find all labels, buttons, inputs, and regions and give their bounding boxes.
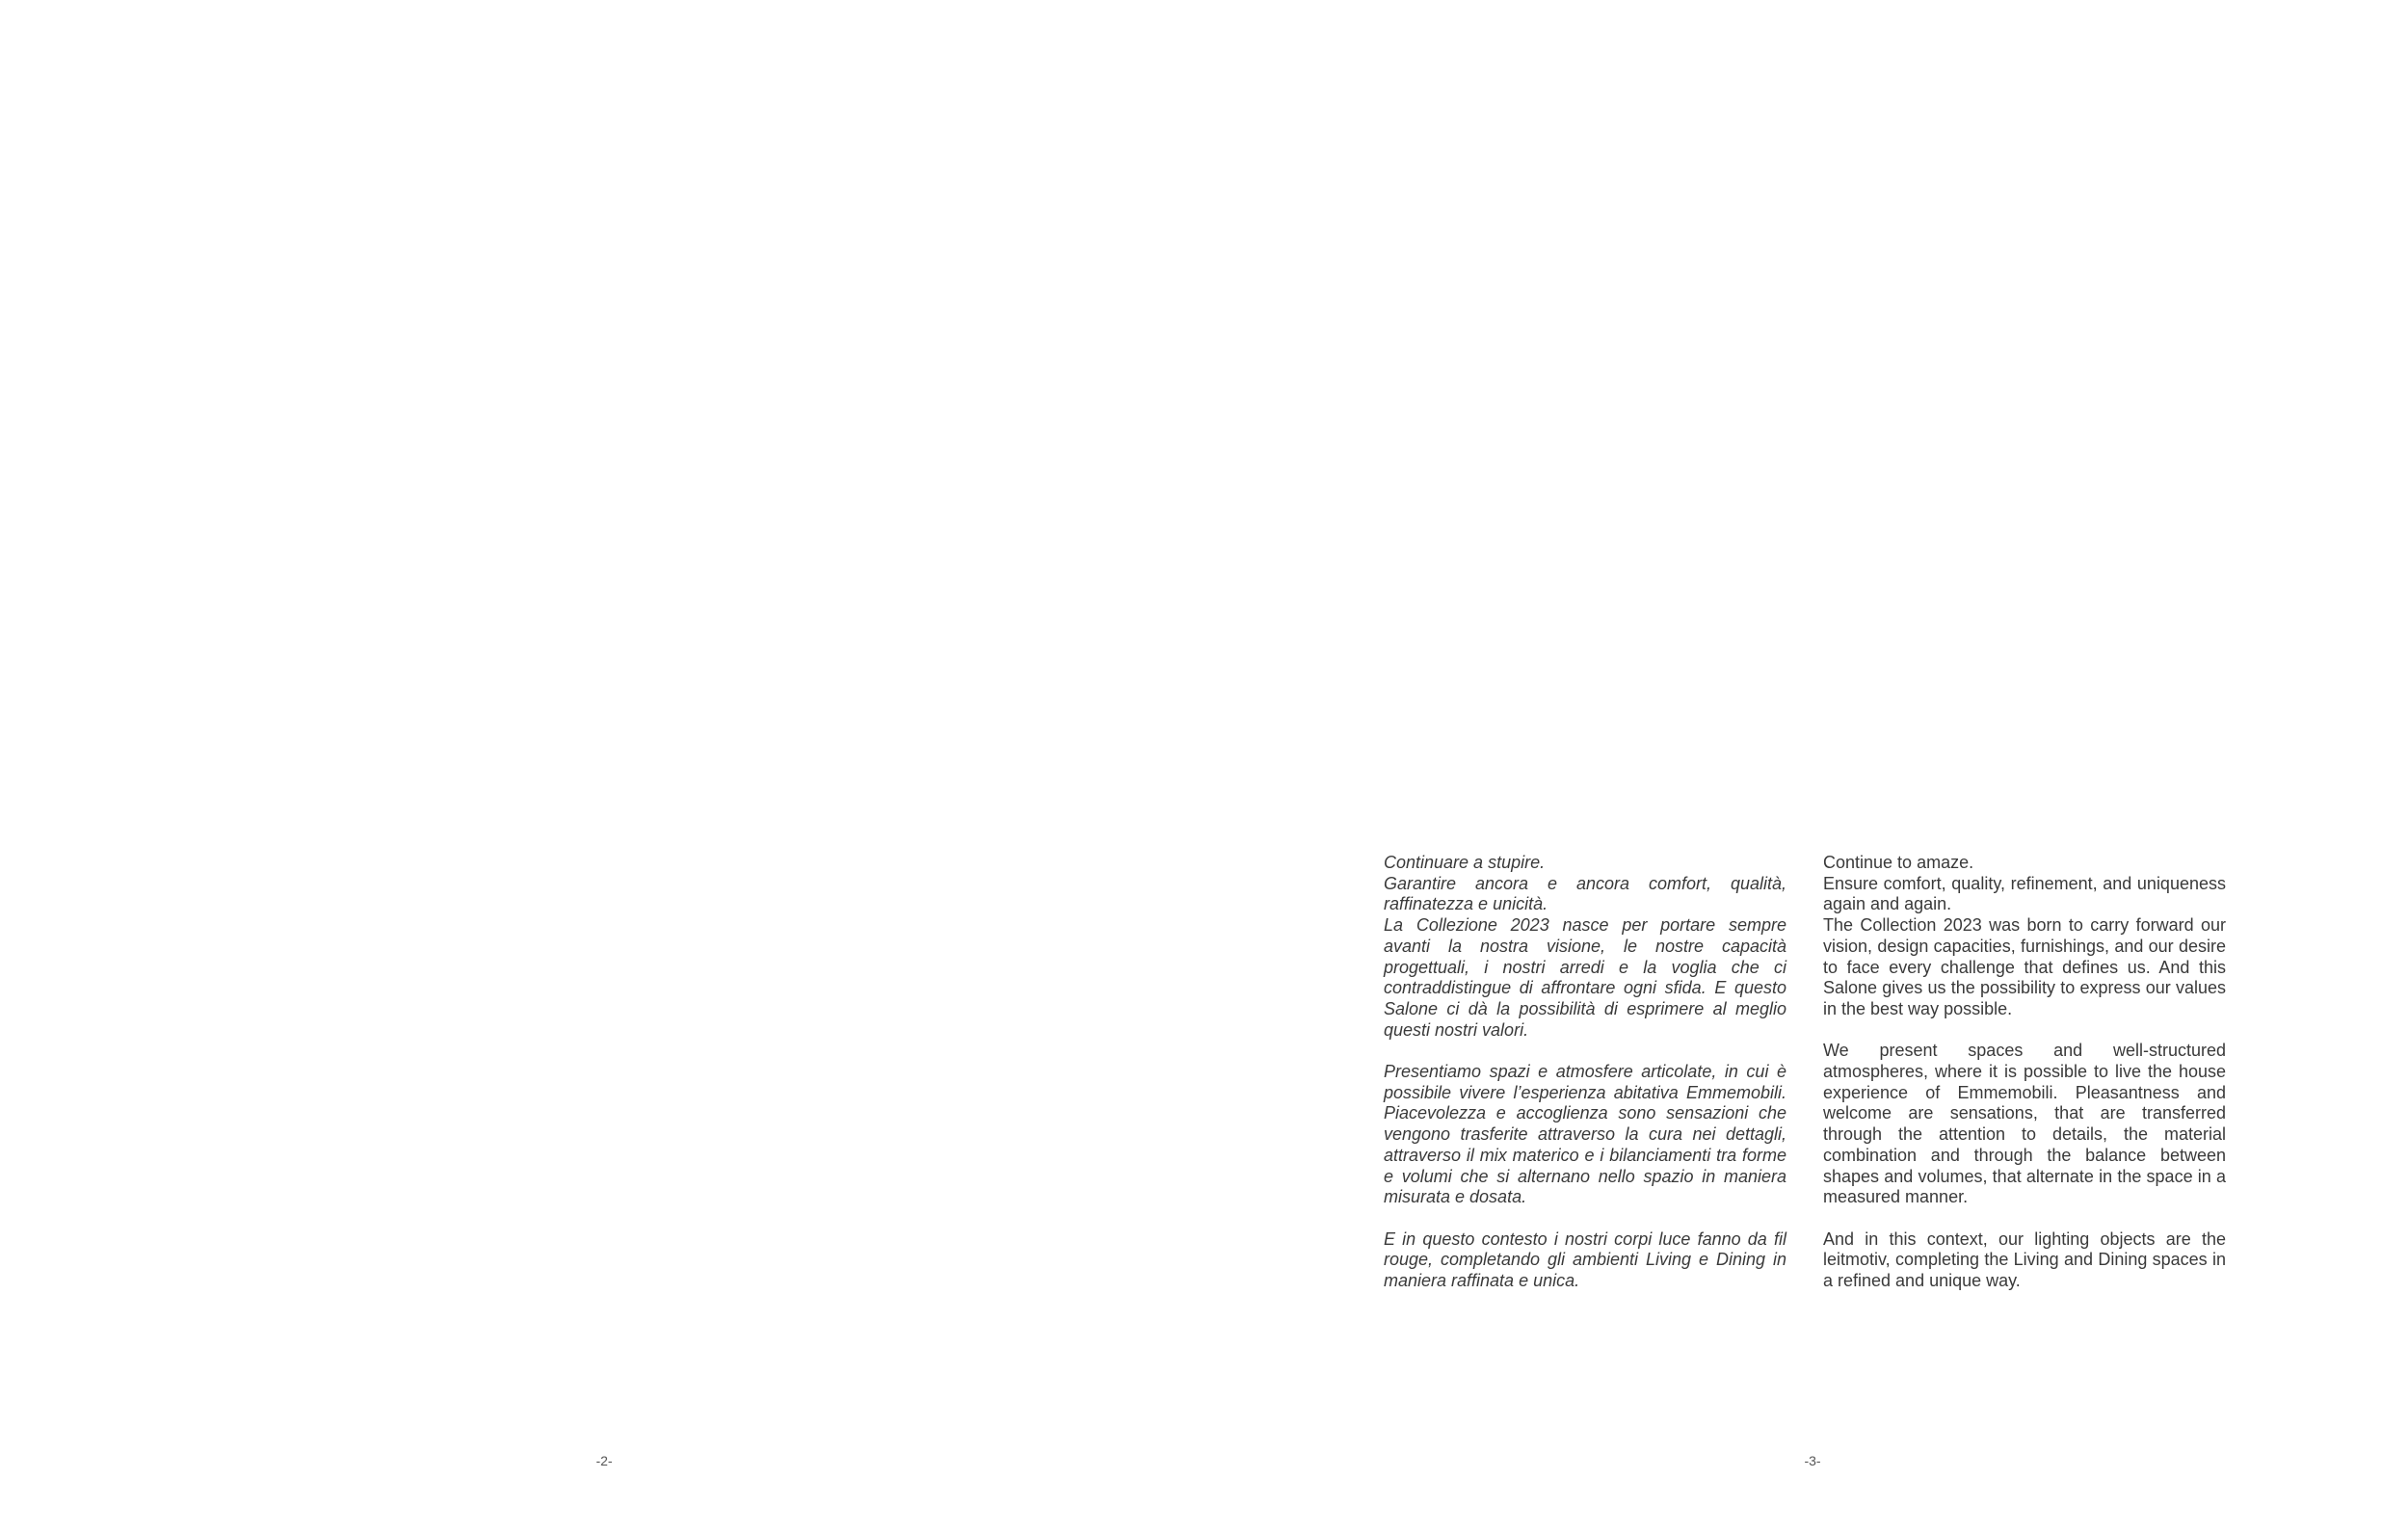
english-intro-line: Continue to amaze.	[1823, 853, 1974, 872]
italian-text-column	[1384, 853, 1786, 1292]
italian-paragraph-1	[1384, 853, 1786, 1041]
italian-guarantee-line: Garantire ancora e ancora comfort, qualità, raffinatezza e unicità.	[1384, 873, 1786, 914]
english-ensure-line: Ensure comfort, quality, refinement, and uniqueness again and again.	[1823, 873, 2226, 914]
english-collection-line: The Collection 2023 was born to carry forward our vision, design capacities, furnishings, and our desire to face every challenge that defines us. And this Salone gives us the possibility to express our values in the best way possible.	[1823, 915, 2226, 1018]
italian-paragraph-2: Presentiamo spazi e atmosfere articolate, in cui è possibile vivere l’esperienza abitativa Emmemobili. Piacevolezza e accoglienza sono sensazioni che vengono trasferite attraverso la cura nei dettagli, attraverso il mix materico e i bilanciamenti tra forme e volumi che si alternano nello spazio in maniera misurata e dosata.	[1384, 1062, 1786, 1207]
english-paragraph-1	[1823, 853, 2226, 1020]
page-number-right: -3-	[1804, 1453, 1821, 1468]
english-paragraph-3: And in this context, our lighting objects are the leitmotiv, completing the Living and Dining spaces in a refined and unique way.	[1823, 1228, 2226, 1291]
italian-collection-line: La Collezione 2023 nasce per portare sempre avanti la nostra visione, le nostre capacità progettuali, i nostri arredi e la voglia che ci contraddistingue di affrontare ogni sfida. E questo Salone ci dà la possibilità di esprimere al meglio questi nostri valori.	[1384, 915, 1786, 1040]
page-number-left: -2-	[595, 1453, 613, 1468]
italian-paragraph-3: E in questo contesto i nostri corpi luce fanno da fil rouge, completando gli ambienti Living e Dining in maniera raffinata e unica.	[1384, 1228, 1786, 1291]
english-paragraph-2: We present spaces and well-structured atmospheres, where it is possible to live the house experience of Emmemobili. Pleasantness and welcome are sensations, that are transferred through the attention to details, the material combination and through the balance between shapes and volumes, that alternate in the space in a measured manner.	[1823, 1041, 2226, 1207]
english-text-column	[1823, 853, 2226, 1292]
italian-intro-line: Continuare a stupire.	[1384, 853, 1546, 872]
